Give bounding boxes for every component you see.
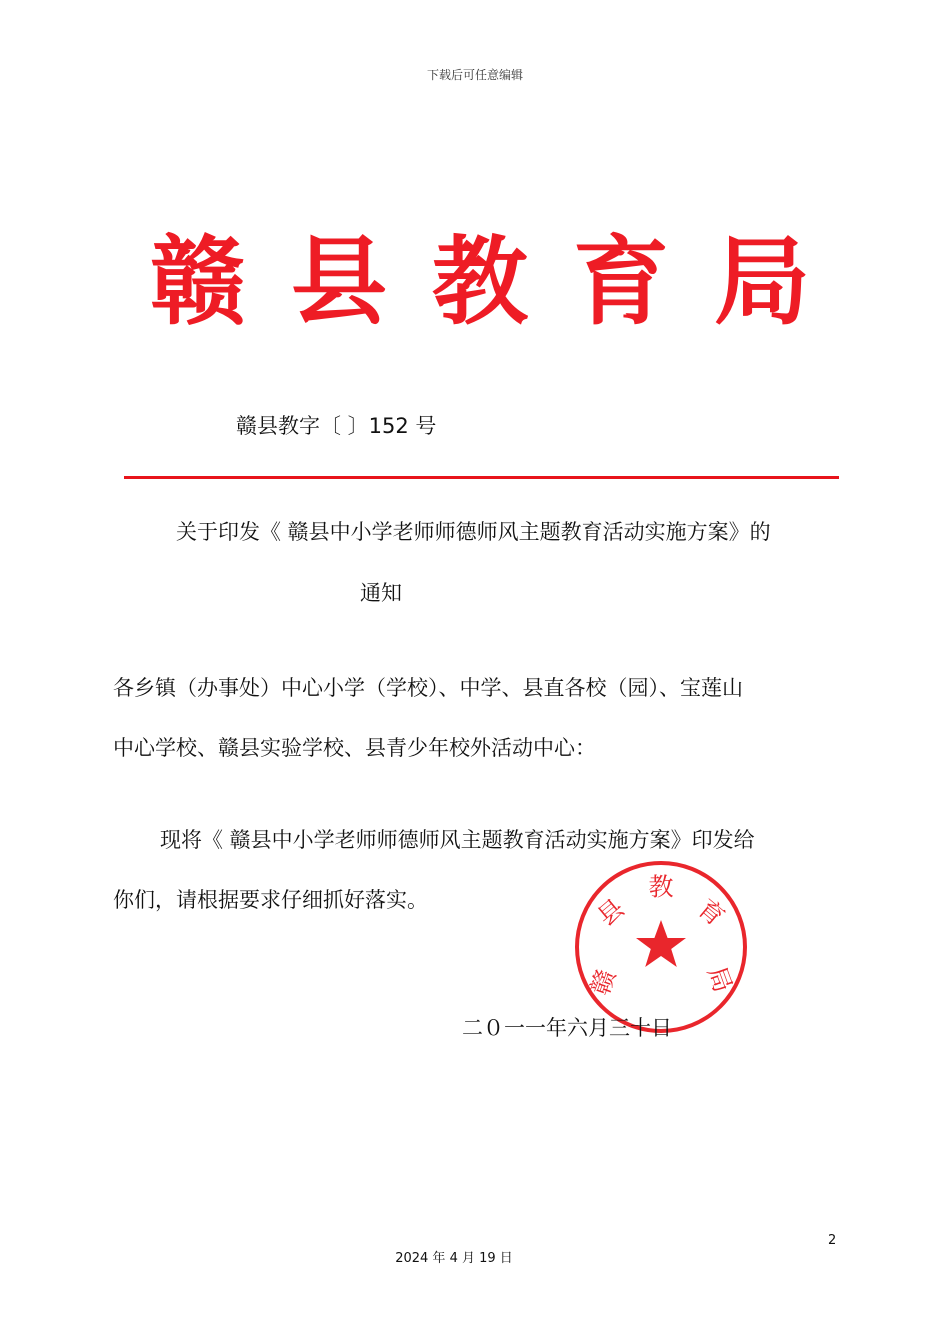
agency-title bbox=[150, 222, 810, 342]
agency-title-char: 教 bbox=[432, 225, 528, 338]
recipients-line-1: 各乡镇（办事处）中心小学（学校）、中学、县直各校（园）、宝莲山 bbox=[113, 676, 743, 700]
footer-date: 2024 年 4 月 19 日 bbox=[395, 1251, 513, 1266]
subject-title-line-2: 通知 bbox=[360, 581, 402, 605]
agency-title-char: 局 bbox=[714, 225, 810, 338]
seal-char: 教 bbox=[648, 872, 674, 902]
body-paragraph-line-2: 你们，请根据要求仔细抓好落实。 bbox=[113, 888, 428, 912]
body-paragraph-line-1: 现将《 赣县中小学老师师德师风主题教育活动实施方案》印发给 bbox=[160, 828, 755, 852]
header-note: 下载后可任意编辑 bbox=[426, 68, 523, 82]
official-seal bbox=[572, 858, 750, 1036]
page-number: 2 bbox=[828, 1233, 837, 1248]
agency-title-char: 县 bbox=[291, 225, 387, 338]
seal-char: 局 bbox=[701, 962, 738, 997]
agency-title-char: 赣 bbox=[150, 225, 246, 338]
document-number: 赣县教字〔 〕152 号 bbox=[236, 414, 437, 438]
agency-title-char: 育 bbox=[573, 225, 669, 338]
recipients-line-2: 中心学校、赣县实验学校、县青少年校外活动中心： bbox=[113, 736, 596, 760]
red-divider bbox=[124, 476, 839, 479]
seal-char: 赣 bbox=[585, 965, 622, 1000]
star-icon bbox=[636, 920, 686, 967]
issue-date: 二０一一年六月三十日 bbox=[462, 1016, 672, 1040]
subject-title-line-1: 关于印发《 赣县中小学老师师德师风主题教育活动实施方案》的 bbox=[176, 520, 771, 544]
seal-char: 县 bbox=[591, 893, 630, 932]
seal-char: 育 bbox=[692, 893, 731, 932]
